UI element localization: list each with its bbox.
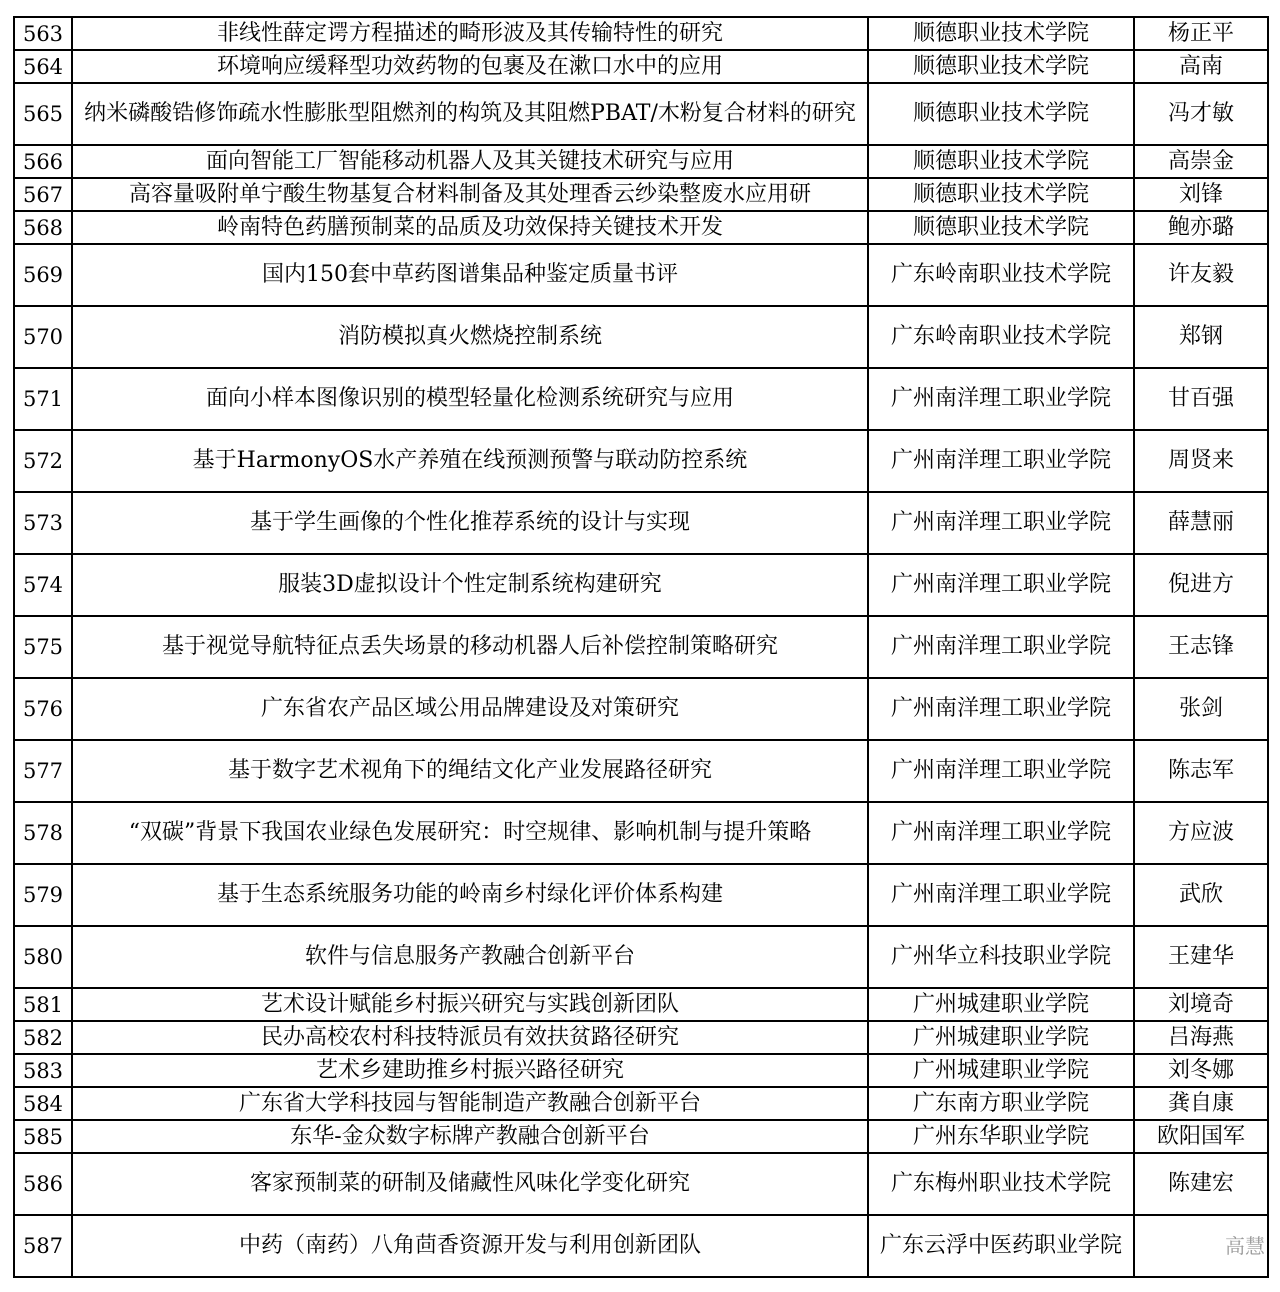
project-leader: 郑钢 [1134,306,1268,368]
project-leader: 方应波 [1134,802,1268,864]
row-number: 570 [14,306,72,368]
project-title: 基于数字艺术视角下的绳结文化产业发展路径研究 [72,740,868,802]
row-number: 580 [14,926,72,988]
school-name: 顺德职业技术学院 [868,83,1134,145]
project-leader: 武欣 [1134,864,1268,926]
table-body [14,17,1268,1277]
table-row [14,1215,1268,1277]
row-number: 569 [14,244,72,306]
project-leader: 周贤来 [1134,430,1268,492]
row-number: 584 [14,1087,72,1120]
row-number: 576 [14,678,72,740]
row-number: 575 [14,616,72,678]
project-leader: 刘锋 [1134,178,1268,211]
project-title: 软件与信息服务产教融合创新平台 [72,926,868,988]
school-name: 顺德职业技术学院 [868,145,1134,178]
project-title: 国内150套中草药图谱集品种鉴定质量书评 [72,244,868,306]
project-title: 消防模拟真火燃烧控制系统 [72,306,868,368]
school-name: 广州南洋理工职业学院 [868,678,1134,740]
project-leader: 王建华 [1134,926,1268,988]
table-row [14,244,1268,306]
table-row [14,430,1268,492]
project-leader: 王志锋 [1134,616,1268,678]
school-name: 广东岭南职业技术学院 [868,244,1134,306]
table-row [14,802,1268,864]
table-row [14,211,1268,244]
table-row [14,1153,1268,1215]
table-row [14,554,1268,616]
project-title: 基于HarmonyOS水产养殖在线预测预警与联动防控系统 [72,430,868,492]
row-number: 579 [14,864,72,926]
project-title: 面向智能工厂智能移动机器人及其关键技术研究与应用 [72,145,868,178]
project-leader: 陈志军 [1134,740,1268,802]
table-row [14,178,1268,211]
row-number: 573 [14,492,72,554]
table-row [14,1120,1268,1153]
row-number: 582 [14,1021,72,1054]
row-number: 566 [14,145,72,178]
table-row [14,145,1268,178]
project-title: 高容量吸附单宁酸生物基复合材料制备及其处理香云纱染整废水应用研 [72,178,868,211]
project-title: 艺术乡建助推乡村振兴路径研究 [72,1054,868,1087]
table-row [14,50,1268,83]
school-name: 广州南洋理工职业学院 [868,802,1134,864]
project-title: 服装3D虚拟设计个性定制系统构建研究 [72,554,868,616]
project-table [13,16,1269,1278]
school-name: 广州南洋理工职业学院 [868,740,1134,802]
school-name: 广东云浮中医药职业学院 [868,1215,1134,1277]
school-name: 顺德职业技术学院 [868,178,1134,211]
school-name: 顺德职业技术学院 [868,50,1134,83]
table-row [14,306,1268,368]
project-title: “双碳”背景下我国农业绿色发展研究：时空规律、影响机制与提升策略 [72,802,868,864]
project-title: 面向小样本图像识别的模型轻量化检测系统研究与应用 [72,368,868,430]
row-number: 585 [14,1120,72,1153]
table-row [14,678,1268,740]
table-row [14,17,1268,50]
row-number: 581 [14,988,72,1021]
row-number: 583 [14,1054,72,1087]
school-name: 广州南洋理工职业学院 [868,368,1134,430]
table-row [14,1087,1268,1120]
table-row [14,1021,1268,1054]
school-name: 广州南洋理工职业学院 [868,864,1134,926]
project-title: 基于生态系统服务功能的岭南乡村绿化评价体系构建 [72,864,868,926]
project-title: 民办高校农村科技特派员有效扶贫路径研究 [72,1021,868,1054]
project-leader: 冯才敏 [1134,83,1268,145]
table-row [14,616,1268,678]
row-number: 577 [14,740,72,802]
table-row [14,988,1268,1021]
project-leader: 甘百强 [1134,368,1268,430]
row-number: 563 [14,17,72,50]
school-name: 广州城建职业学院 [868,1021,1134,1054]
project-leader: 许友毅 [1134,244,1268,306]
school-name: 广州城建职业学院 [868,1054,1134,1087]
school-name: 广州城建职业学院 [868,988,1134,1021]
project-title: 非线性薛定谔方程描述的畸形波及其传输特性的研究 [72,17,868,50]
table-row [14,368,1268,430]
project-title: 东华-金众数字标牌产教融合创新平台 [72,1120,868,1153]
project-leader: 高慧 [1134,1215,1268,1277]
school-name: 广州华立科技职业学院 [868,926,1134,988]
school-name: 广州南洋理工职业学院 [868,492,1134,554]
project-leader: 刘冬娜 [1134,1054,1268,1087]
project-title: 基于学生画像的个性化推荐系统的设计与实现 [72,492,868,554]
row-number: 564 [14,50,72,83]
school-name: 广东岭南职业技术学院 [868,306,1134,368]
project-leader: 龚自康 [1134,1087,1268,1120]
project-title: 广东省农产品区域公用品牌建设及对策研究 [72,678,868,740]
school-name: 广州南洋理工职业学院 [868,554,1134,616]
school-name: 广州南洋理工职业学院 [868,430,1134,492]
table-row [14,1054,1268,1087]
project-title: 基于视觉导航特征点丢失场景的移动机器人后补偿控制策略研究 [72,616,868,678]
project-title: 中药（南药）八角茴香资源开发与利用创新团队 [72,1215,868,1277]
project-title: 纳米磷酸锆修饰疏水性膨胀型阻燃剂的构筑及其阻燃PBAT/木粉复合材料的研究 [72,83,868,145]
school-name: 广州南洋理工职业学院 [868,616,1134,678]
project-leader: 吕海燕 [1134,1021,1268,1054]
project-leader: 鲍亦璐 [1134,211,1268,244]
project-title: 环境响应缓释型功效药物的包裹及在漱口水中的应用 [72,50,868,83]
project-leader: 欧阳国军 [1134,1120,1268,1153]
row-number: 574 [14,554,72,616]
row-number: 587 [14,1215,72,1277]
table-row [14,864,1268,926]
table-row [14,83,1268,145]
project-leader: 杨正平 [1134,17,1268,50]
row-number: 568 [14,211,72,244]
row-number: 572 [14,430,72,492]
row-number: 571 [14,368,72,430]
row-number: 586 [14,1153,72,1215]
table-row [14,492,1268,554]
project-leader: 刘境奇 [1134,988,1268,1021]
table-row [14,926,1268,988]
project-title: 岭南特色药膳预制菜的品质及功效保持关键技术开发 [72,211,868,244]
school-name: 广东梅州职业技术学院 [868,1153,1134,1215]
project-leader: 高南 [1134,50,1268,83]
table-row [14,740,1268,802]
project-title: 艺术设计赋能乡村振兴研究与实践创新团队 [72,988,868,1021]
project-title: 广东省大学科技园与智能制造产教融合创新平台 [72,1087,868,1120]
row-number: 565 [14,83,72,145]
project-leader: 张剑 [1134,678,1268,740]
project-leader: 薛慧丽 [1134,492,1268,554]
project-leader: 陈建宏 [1134,1153,1268,1215]
row-number: 567 [14,178,72,211]
school-name: 广东南方职业学院 [868,1087,1134,1120]
school-name: 广州东华职业学院 [868,1120,1134,1153]
project-leader: 高崇金 [1134,145,1268,178]
project-title: 客家预制菜的研制及储藏性风味化学变化研究 [72,1153,868,1215]
school-name: 顺德职业技术学院 [868,211,1134,244]
school-name: 顺德职业技术学院 [868,17,1134,50]
project-leader: 倪进方 [1134,554,1268,616]
row-number: 578 [14,802,72,864]
